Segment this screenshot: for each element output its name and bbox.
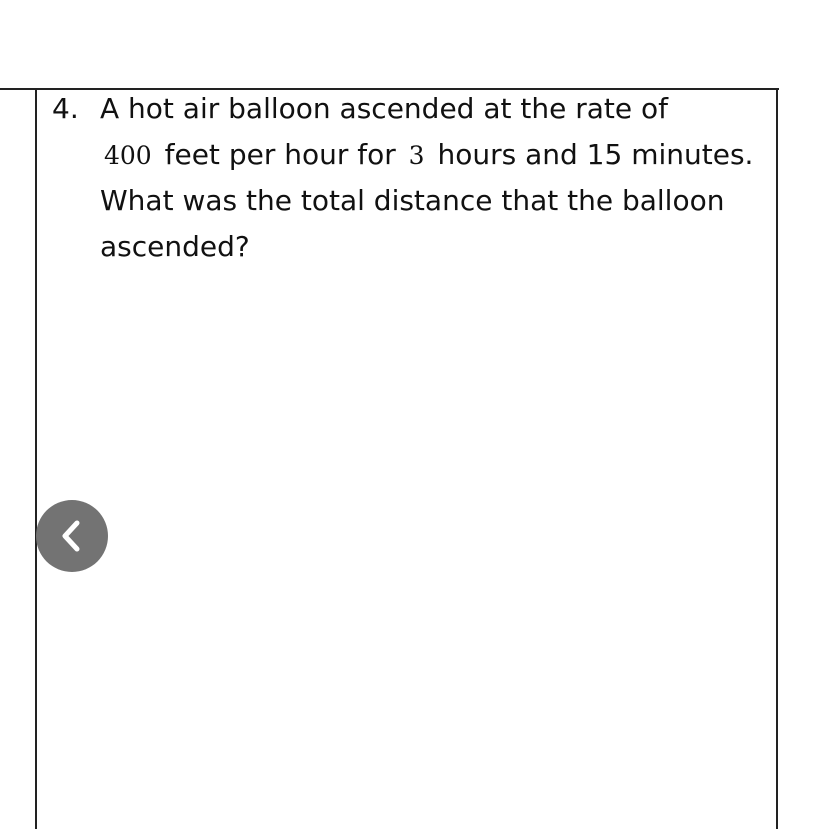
chevron-left-icon xyxy=(57,518,87,554)
question-block xyxy=(52,86,764,269)
rate-value: 400 xyxy=(104,140,152,170)
question-number: 4. xyxy=(52,92,79,125)
question-text xyxy=(100,86,764,269)
table-right-border xyxy=(776,88,778,829)
question-text-part3: hours and 15 minutes. What was the total distance that the balloon ascended? xyxy=(100,137,754,263)
hours-value: 3 xyxy=(408,140,425,170)
table-left-border xyxy=(35,88,37,829)
question-text-part1: A hot air balloon ascended at the rate of xyxy=(100,92,668,125)
question-text-part2: feet per hour for xyxy=(164,137,396,171)
back-button[interactable] xyxy=(36,500,108,572)
